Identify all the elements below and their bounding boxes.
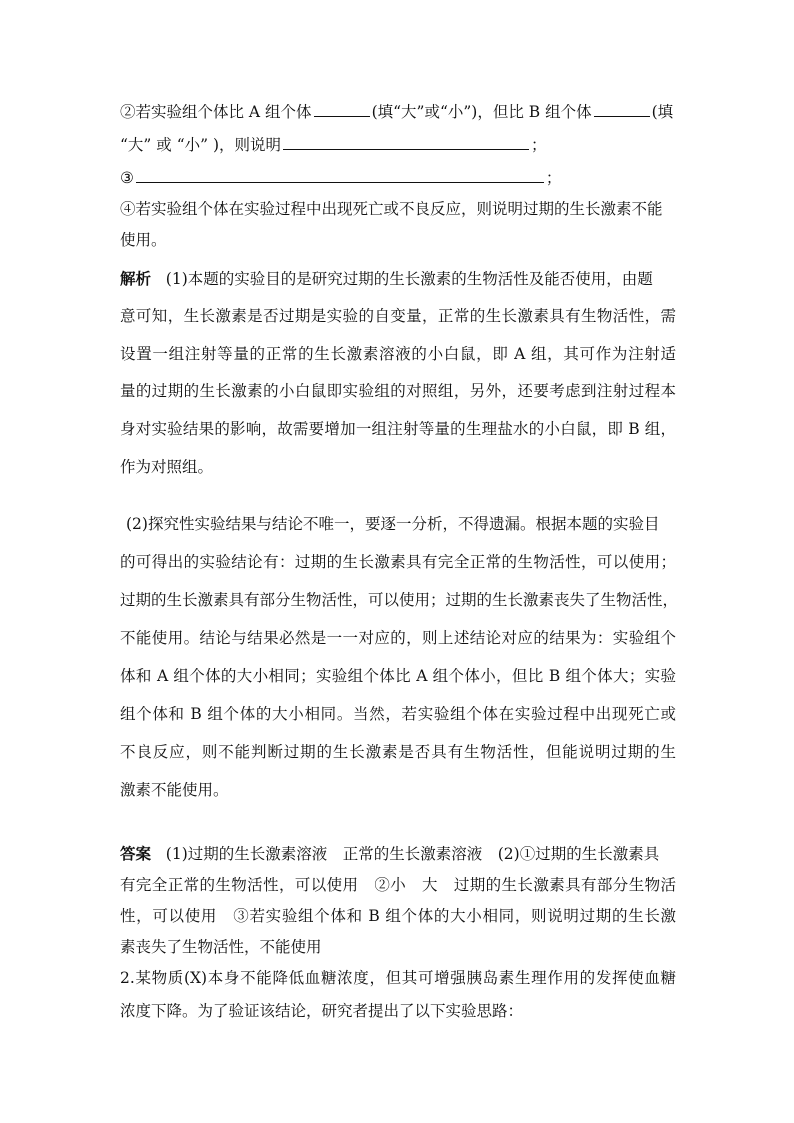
option-4-line-1: ④若实验组个体在实验过程中出现死亡或不良反应，则说明过期的生长激素不能 [120,200,663,218]
option-3-text-b: ； [545,169,562,187]
option-2-line-1 [120,100,673,122]
option-2-text-b: (填“大”或“小”)，但比 B 组个体 [371,103,592,121]
analysis-line: 设置一组注射等量的正常的生长激素溶液的小白鼠，即 A 组，其可作为注射适 [120,345,676,363]
analysis-line: 量的过期的生长激素的小白鼠即实验组的对照组，另外，还要考虑到注射过程本 [120,382,676,400]
option-2-text-c: (填 [651,103,674,121]
analysis-line: 不能使用。结论与结果必然是一一对应的，则上述结论对应的结果为：实验组个 [120,629,676,647]
option-2-text-a: ②若实验组个体比 A 组个体 [120,103,312,121]
question-line: 2.某物质(X)本身不能降低血糖浓度，但其可增强胰岛素生理作用的发挥使血糖 [120,969,676,987]
answer-line: 性，可以使用 ③若实验组个体和 B 组个体的大小相同，则说明过期的生长激 [120,907,676,925]
answer-text: (1)过期的生长激素溶液 正常的生长激素溶液 (2)①过期的生长激素具 [165,845,660,863]
answer-line [120,842,659,864]
analysis-line: (2)探究性实验结果与结论不唯一，要逐一分析，不得遗漏。根据本题的实验目 [126,515,660,533]
blank-line [314,102,370,117]
analysis-line: 的可得出的实验结论有：过期的生长激素具有完全正常的生物活性，可以使用； [120,553,676,571]
analysis-label: 解析 [120,269,152,288]
analysis-line: 体和 A 组个体的大小相同；实验组个体比 A 组个体小，但比 B 组个体大；实验 [120,667,676,685]
analysis-line: 意可知，生长激素是否过期是实验的自变量，正常的生长激素具有生物活性，需 [120,307,676,325]
blank-line [594,102,650,117]
analysis-line: 组个体和 B 组个体的大小相同。当然，若实验组个体在实验过程中出现死亡或 [120,705,676,723]
analysis-line: 身对实验结果的影响，故需要增加一组注射等量的生理盐水的小白鼠，即 B 组， [120,420,676,438]
option-2-text-e: ； [531,136,547,154]
analysis-text: (1)本题的实验目的是研究过期的生长激素的生物活性及能否使用，由题 [165,270,653,288]
analysis-line: 作为对照组。 [120,458,214,476]
analysis-line: 激素不能使用。 [120,781,229,799]
blank-line [136,168,544,183]
answer-line: 素丧失了生物活性，不能使用 [120,938,322,956]
analysis-line: 不良反应，则不能判断过期的生长激素是否具有生物活性，但能说明过期的生 [120,743,676,761]
option-3-line [120,166,561,188]
answer-line: 有完全正常的生物活性，可以使用 ②小 大 过期的生长激素具有部分生物活 [120,876,676,894]
question-line: 浓度下降。为了验证该结论，研究者提出了以下实验思路： [120,1002,524,1020]
option-2-line-2 [120,133,547,155]
analysis-line: 过期的生长激素具有部分生物活性，可以使用；过期的生长激素丧失了生物活性， [120,591,679,609]
analysis-line [120,267,653,289]
blank-line [283,135,529,150]
option-2-text-d: “大” 或 “小” )，则说明 [120,136,282,154]
option-3-text-a: ③ [120,169,134,187]
answer-label: 答案 [120,844,152,863]
option-4-line-2: 使用。 [120,231,167,249]
